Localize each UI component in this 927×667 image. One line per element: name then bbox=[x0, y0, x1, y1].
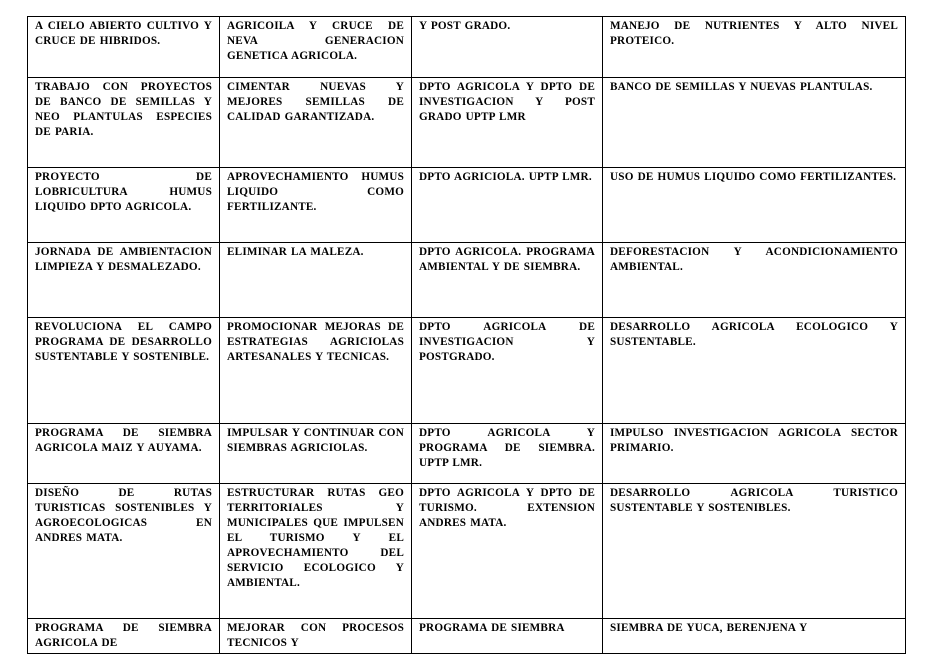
table-cell: MANEJO DE NUTRIENTES Y ALTO NIVEL PROTEICO. bbox=[603, 17, 906, 78]
table-cell: CIMENTAR NUEVAS Y MEJORES SEMILLAS DE CALIDAD GARANTIZADA. bbox=[220, 78, 412, 168]
table-cell: DPTO AGRICOLA Y PROGRAMA DE SIEMBRA. UPTP LMR. bbox=[412, 424, 603, 484]
table-cell: DESARROLLO AGRICOLA ECOLOGICO Y SUSTENTABLE. bbox=[603, 318, 906, 424]
table-cell: BANCO DE SEMILLAS Y NUEVAS PLANTULAS. bbox=[603, 78, 906, 168]
table-cell: APROVECHAMIENTO HUMUS LIQUIDO COMO FERTILIZANTE. bbox=[220, 168, 412, 243]
table-cell: DPTO AGRICIOLA. UPTP LMR. bbox=[412, 168, 603, 243]
table-cell: IMPULSO INVESTIGACION AGRICOLA SECTOR PRIMARIO. bbox=[603, 424, 906, 484]
table-cell: Y POST GRADO. bbox=[412, 17, 603, 78]
table-cell: DPTO AGRICOLA Y DPTO DE INVESTIGACION Y POST GRADO UPTP LMR bbox=[412, 78, 603, 168]
activities-table bbox=[27, 16, 906, 654]
table-cell: PROGRAMA DE SIEMBRA AGRICOLA DE bbox=[28, 619, 220, 654]
table-cell: SIEMBRA DE YUCA, BERENJENA Y bbox=[603, 619, 906, 654]
table-row bbox=[28, 168, 906, 243]
table-cell: PROGRAMA DE SIEMBRA bbox=[412, 619, 603, 654]
table-cell: TRABAJO CON PROYECTOS DE BANCO DE SEMILLAS Y NEO PLANTULAS ESPECIES DE PARIA. bbox=[28, 78, 220, 168]
table-cell: ELIMINAR LA MALEZA. bbox=[220, 243, 412, 318]
table-row bbox=[28, 17, 906, 78]
table-row bbox=[28, 78, 906, 168]
table-cell: PROMOCIONAR MEJORAS DE ESTRATEGIAS AGRICIOLAS ARTESANALES Y TECNICAS. bbox=[220, 318, 412, 424]
table-cell: DPTO AGRICOLA DE INVESTIGACION Y POSTGRADO. bbox=[412, 318, 603, 424]
table-cell: DPTO AGRICOLA Y DPTO DE TURISMO. EXTENSION ANDRES MATA. bbox=[412, 484, 603, 619]
table-cell: PROYECTO DE LOBRICULTURA HUMUS LIQUIDO DPTO AGRICOLA. bbox=[28, 168, 220, 243]
table-cell: DISEÑO DE RUTAS TURISTICAS SOSTENIBLES Y AGROECOLOGICAS EN ANDRES MATA. bbox=[28, 484, 220, 619]
table-cell: AGRICOILA Y CRUCE DE NEVA GENERACION GENETICA AGRICOLA. bbox=[220, 17, 412, 78]
table-row bbox=[28, 424, 906, 484]
table-row bbox=[28, 619, 906, 654]
table-cell: MEJORAR CON PROCESOS TECNICOS Y bbox=[220, 619, 412, 654]
table-cell: ESTRUCTURAR RUTAS GEO TERRITORIALES Y MUNICIPALES QUE IMPULSEN EL TURISMO Y EL APROVECHAMIENTO DEL SERVICIO ECOLOGICO Y AMBIENTAL. bbox=[220, 484, 412, 619]
table-cell: PROGRAMA DE SIEMBRA AGRICOLA MAIZ Y AUYAMA. bbox=[28, 424, 220, 484]
table-cell: DPTO AGRICOLA. PROGRAMA AMBIENTAL Y DE SIEMBRA. bbox=[412, 243, 603, 318]
table-cell: DEFORESTACION Y ACONDICIONAMIENTO AMBIENTAL. bbox=[603, 243, 906, 318]
table-row bbox=[28, 484, 906, 619]
table-row bbox=[28, 318, 906, 424]
table-cell: REVOLUCIONA EL CAMPO PROGRAMA DE DESARROLLO SUSTENTABLE Y SOSTENIBLE. bbox=[28, 318, 220, 424]
table-cell: USO DE HUMUS LIQUIDO COMO FERTILIZANTES. bbox=[603, 168, 906, 243]
table-cell: DESARROLLO AGRICOLA TURISTICO SUSTENTABLE Y SOSTENIBLES. bbox=[603, 484, 906, 619]
table-cell: IMPULSAR Y CONTINUAR CON SIEMBRAS AGRICIOLAS. bbox=[220, 424, 412, 484]
table-cell: A CIELO ABIERTO CULTIVO Y CRUCE DE HIBRIDOS. bbox=[28, 17, 220, 78]
table-row bbox=[28, 243, 906, 318]
table-cell: JORNADA DE AMBIENTACION LIMPIEZA Y DESMALEZADO. bbox=[28, 243, 220, 318]
